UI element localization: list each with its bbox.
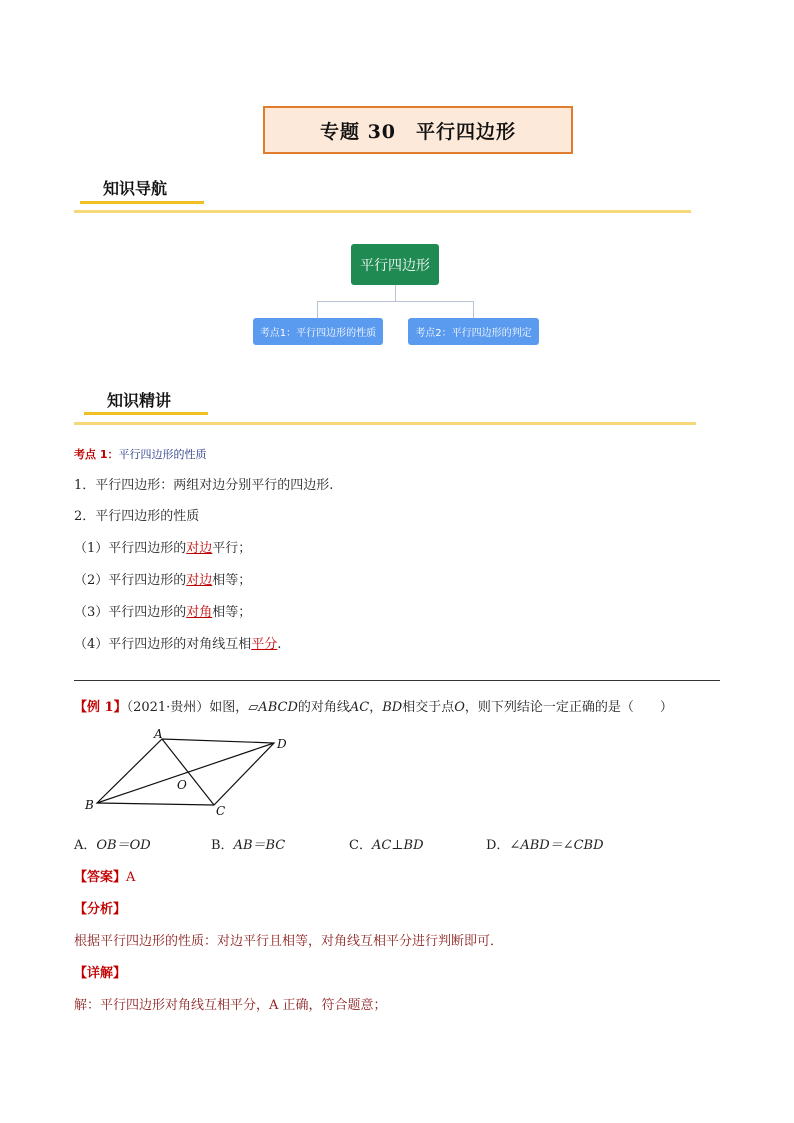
- property-text: 相等；: [212, 605, 252, 620]
- vertex-label-o: O: [177, 778, 187, 792]
- analysis-tag: 【分析】: [74, 902, 127, 917]
- kaodian-line: [74, 443, 206, 462]
- section-heading-navigation: 知识导航: [103, 179, 168, 198]
- mindmap-connector: [317, 301, 318, 318]
- property-text: 平行；: [212, 541, 252, 556]
- mindmap-child-node: 考点2：平行四边形的判定: [408, 318, 539, 345]
- option-expression: AB＝BC: [233, 838, 286, 853]
- math-shape: ▱ABCD: [248, 700, 298, 715]
- diagonal-bd: [97, 743, 274, 803]
- answer-tag: 【答案】: [74, 870, 127, 885]
- question-text: ，: [369, 700, 383, 715]
- question-text: ，则下列结论一定正确的是（ ）: [464, 700, 673, 715]
- property-item: [74, 633, 281, 652]
- heading-underline: [80, 201, 204, 204]
- option-letter: B．: [211, 838, 234, 853]
- horizontal-rule: [74, 680, 720, 681]
- property-text: （2）平行四边形的: [74, 573, 187, 588]
- example-question: [74, 696, 673, 715]
- mindmap-connector: [473, 301, 474, 318]
- property-text: （4）平行四边形的对角线互相: [74, 637, 252, 652]
- section-heading-lecture: 知识精讲: [107, 391, 172, 410]
- example-source: （2021·贵州）: [126, 700, 210, 715]
- option-a: [74, 834, 151, 853]
- properties-heading: 2．平行四边形的性质: [74, 509, 200, 524]
- math-var: BD: [382, 700, 403, 715]
- property-keyword: 对边: [186, 541, 213, 556]
- property-text: （3）平行四边形的: [74, 605, 187, 620]
- property-text: .: [277, 637, 282, 652]
- detail-text: 解：平行四边形对角线互相平分，A 正确，符合题意；: [74, 998, 387, 1013]
- option-c: [349, 834, 424, 853]
- detail-tag: 【详解】: [74, 966, 127, 981]
- property-item: [74, 569, 251, 588]
- option-letter: D．: [486, 838, 510, 853]
- property-text: （1）平行四边形的: [74, 541, 187, 556]
- analysis-text: 根据平行四边形的性质：对边平行且相等，对角线互相平分进行判断即可．: [74, 934, 504, 949]
- mindmap-child-node: 考点1：平行四边形的性质: [253, 318, 383, 345]
- option-expression: OB＝OD: [96, 838, 151, 853]
- option-d: [486, 834, 604, 853]
- kaodian-label: 考点 1：: [74, 448, 119, 461]
- question-text: 的对角线: [297, 700, 350, 715]
- vertex-label-c: C: [216, 804, 226, 818]
- mindmap-connector: [317, 301, 474, 302]
- parallelogram-outline: [97, 739, 274, 805]
- kaodian-text: 平行四边形的性质: [118, 448, 207, 461]
- option-expression: ∠ABD＝∠CBD: [509, 838, 604, 853]
- parallelogram-figure: [80, 725, 300, 821]
- math-var: AC: [349, 700, 370, 715]
- mindmap-root-node: 平行四边形: [351, 244, 439, 285]
- property-keyword: 平分: [251, 637, 278, 652]
- vertex-label-b: B: [85, 798, 94, 812]
- answer-value: A: [126, 870, 136, 885]
- question-text: 如图，: [209, 700, 249, 715]
- property-text: 相等；: [212, 573, 252, 588]
- math-var: O: [454, 700, 465, 715]
- option-expression: AC⊥BD: [371, 838, 424, 853]
- answer-line: [74, 866, 135, 885]
- example-label: 【例 1】: [74, 700, 127, 715]
- vertex-label-a: A: [154, 727, 163, 741]
- definition-text: 1．平行四边形：两组对边分别平行的四边形.: [74, 478, 334, 493]
- heading-underline: [84, 412, 208, 415]
- property-item: [74, 601, 251, 620]
- option-letter: A．: [74, 838, 97, 853]
- option-b: [211, 834, 285, 853]
- property-keyword: 对角: [186, 605, 213, 620]
- vertex-label-d: D: [277, 737, 287, 751]
- property-keyword: 对边: [186, 573, 213, 588]
- option-letter: C．: [349, 838, 372, 853]
- section-divider: [74, 210, 691, 213]
- section-divider: [74, 422, 696, 425]
- question-text: 相交于点: [402, 700, 455, 715]
- mindmap-connector: [395, 285, 396, 301]
- page-title: 专题 30 平行四边形: [263, 106, 573, 154]
- property-item: [74, 537, 251, 556]
